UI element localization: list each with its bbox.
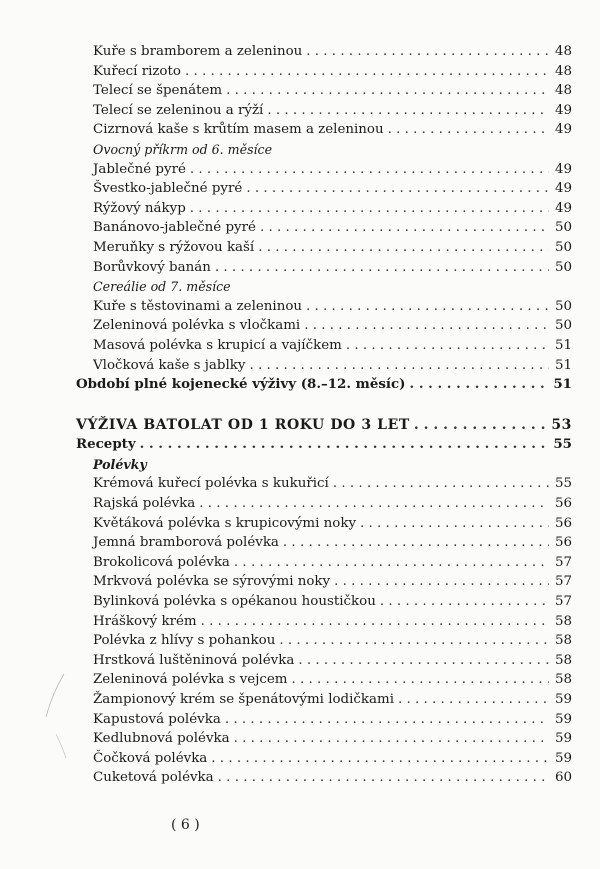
toc-page-number: 50 (554, 239, 572, 255)
toc-page-number: 55 (553, 436, 572, 453)
toc-entry-title: Hrstková luštěninová polévka (93, 652, 295, 668)
toc-page-number: 59 (554, 711, 572, 727)
toc-entry-title: Cuketová polévka (93, 770, 214, 786)
table-of-contents (0, 42, 600, 788)
toc-entry (0, 179, 600, 199)
toc-entry (0, 612, 600, 632)
dot-leader (267, 101, 549, 121)
dot-leader (211, 749, 549, 769)
dot-leader (283, 533, 549, 553)
toc-entry (0, 494, 600, 514)
toc-entry (0, 710, 600, 730)
toc-entry-title: Polévky (93, 456, 147, 472)
dot-leader (398, 690, 549, 710)
toc-entry-title: Meruňky s rýžovou kaší (93, 239, 255, 255)
toc-page-number: 56 (554, 496, 572, 512)
dot-leader (215, 258, 549, 278)
toc-subheading (0, 140, 600, 160)
dot-leader (185, 62, 549, 82)
toc-entry-title: Mrkvová polévka se sýrovými noky (93, 574, 331, 590)
toc-entry-title: Cizrnová kaše s krůtím masem a zeleninou (93, 122, 384, 138)
toc-entry (0, 62, 600, 82)
dot-leader (334, 572, 549, 592)
toc-entry (0, 631, 600, 651)
toc-page-number: 49 (554, 102, 572, 118)
toc-entry-title: Recepty (76, 436, 136, 453)
toc-entry (0, 218, 600, 238)
toc-entry (0, 101, 600, 121)
dot-leader (234, 553, 549, 573)
dot-leader (258, 238, 549, 258)
toc-subheading (0, 277, 600, 297)
toc-entry-title: Kedlubnová polévka (93, 731, 230, 747)
toc-entry (0, 651, 600, 671)
toc-entry (0, 768, 600, 788)
toc-entry-title: Banánovo-jablečné pyré (93, 220, 256, 236)
toc-entry-title: Brokolicová polévka (93, 554, 230, 570)
toc-entry (0, 749, 600, 769)
toc-subheading (0, 455, 600, 475)
dot-leader (306, 42, 549, 62)
dot-leader (190, 160, 549, 180)
toc-entry (0, 553, 600, 573)
toc-entry-title: Rýžový nákyp (93, 200, 186, 216)
toc-section-entry (0, 435, 600, 455)
dot-leader (298, 651, 549, 671)
toc-entry-title: Kuře s bramborem a zeleninou (93, 44, 303, 59)
toc-page-number: 57 (554, 554, 572, 570)
toc-page-number: 53 (551, 416, 572, 433)
dot-leader (190, 199, 549, 219)
toc-entry-title: Kuřecí rizoto (93, 63, 181, 79)
toc-page-number: 58 (554, 672, 572, 688)
toc-entry-title: Masová polévka s krupicí a vajíčkem (93, 337, 342, 353)
dot-leader (201, 612, 549, 632)
dot-leader (292, 670, 549, 690)
toc-entry (0, 592, 600, 612)
dot-leader (225, 710, 549, 730)
dot-leader (414, 416, 545, 436)
toc-entry (0, 514, 600, 534)
toc-entry (0, 474, 600, 494)
toc-page-number: 51 (553, 376, 572, 393)
toc-page-number: 59 (554, 750, 572, 766)
toc-entry (0, 572, 600, 592)
toc-entry-title: Kuře s těstovinami a zeleninou (93, 298, 302, 314)
toc-page-number: 49 (554, 200, 572, 216)
dot-leader (246, 179, 549, 199)
toc-entry-title: Rajská polévka (93, 496, 196, 512)
toc-entry-title: Období plné kojenecké výživy (8.–12. měsíc) (76, 376, 406, 393)
dot-leader (380, 592, 549, 612)
toc-page-number: 55 (554, 476, 572, 492)
toc-entry (0, 356, 600, 376)
toc-page-number: 50 (554, 318, 572, 334)
toc-page-number: 58 (554, 633, 572, 649)
toc-entry-title: Bylinková polévka s opékanou houstičkou (93, 594, 376, 610)
toc-page-number: 48 (554, 63, 572, 79)
toc-entry-title: Květáková polévka s krupicovými noky (93, 515, 357, 531)
margin-pencil-mark (44, 672, 68, 762)
toc-page-number: 59 (554, 731, 572, 747)
toc-page-number: 50 (554, 259, 572, 275)
toc-page-number: 49 (554, 122, 572, 138)
toc-page-number: 49 (554, 161, 572, 177)
dot-leader (388, 120, 549, 140)
toc-entry (0, 42, 600, 62)
toc-entry-title: Zeleninová polévka s vločkami (93, 318, 301, 334)
toc-entry-title: Jemná bramborová polévka (93, 535, 279, 551)
dot-leader (260, 218, 549, 238)
toc-entry (0, 316, 600, 336)
toc-entry (0, 690, 600, 710)
toc-entry-title: VÝŽIVA BATOLAT OD 1 ROKU DO 3 LET (76, 416, 410, 433)
toc-page-number: 57 (554, 594, 572, 610)
dot-leader (249, 356, 549, 376)
dot-leader (199, 494, 549, 514)
dot-leader (360, 514, 549, 534)
toc-entry (0, 238, 600, 258)
toc-entry-title: Zeleninová polévka s vejcem (93, 672, 288, 688)
toc-entry (0, 297, 600, 317)
toc-entry (0, 729, 600, 749)
toc-page-number: 51 (554, 357, 572, 373)
dot-leader (346, 336, 549, 356)
toc-entry (0, 160, 600, 180)
toc-page-number: 56 (554, 535, 572, 551)
toc-entry (0, 670, 600, 690)
toc-page-number: 58 (554, 652, 572, 668)
dot-leader (410, 375, 548, 395)
dot-leader (226, 81, 549, 101)
dot-leader (333, 474, 549, 494)
toc-entry (0, 199, 600, 219)
toc-page-number: 50 (554, 220, 572, 236)
toc-entry-title: Žampionový krém se špenátovými lodičkami (93, 692, 394, 707)
page-number-footer: ( 6 ) (171, 817, 200, 833)
toc-entry-title: Cereálie od 7. měsíce (93, 279, 231, 295)
toc-page-number: 49 (554, 181, 572, 197)
dot-leader (234, 729, 549, 749)
toc-page-number: 59 (554, 692, 572, 707)
toc-entry-title: Vločková kaše s jablky (93, 357, 246, 373)
dot-leader (279, 631, 549, 651)
dot-leader (306, 297, 549, 317)
toc-section-entry (0, 375, 600, 395)
dot-leader (304, 316, 549, 336)
toc-chapter-entry (0, 416, 600, 436)
toc-page-number: 48 (554, 44, 572, 59)
section-gap (0, 395, 600, 416)
dot-leader (140, 435, 548, 455)
toc-entry (0, 81, 600, 101)
toc-page-number: 60 (554, 770, 572, 786)
toc-entry-title: Čočková polévka (93, 750, 208, 766)
toc-entry-title: Švestko-jablečné pyré (93, 181, 243, 197)
toc-entry (0, 336, 600, 356)
toc-page-number: 50 (554, 298, 572, 314)
toc-entry-title: Borůvkový banán (93, 259, 211, 275)
toc-entry-title: Jablečné pyré (93, 161, 186, 177)
toc-page-number: 51 (554, 337, 572, 353)
toc-entry-title: Telecí se špenátem (93, 83, 223, 99)
toc-entry (0, 533, 600, 553)
toc-page-number: 57 (554, 574, 572, 590)
toc-entry-title: Telecí se zeleninou a rýží (93, 102, 264, 118)
toc-entry (0, 258, 600, 278)
toc-page-number: 48 (554, 83, 572, 99)
toc-page-number: 56 (554, 515, 572, 531)
dot-leader (218, 768, 549, 788)
toc-entry-title: Kapustová polévka (93, 711, 221, 727)
toc-entry-title: Krémová kuřecí polévka s kukuřicí (93, 476, 329, 492)
toc-page-number: 58 (554, 613, 572, 629)
toc-entry-title: Ovocný příkrm od 6. měsíce (93, 141, 273, 157)
toc-entry (0, 120, 600, 140)
toc-entry-title: Polévka z hlívy s pohankou (93, 633, 276, 649)
toc-entry-title: Hráškový krém (93, 613, 197, 629)
